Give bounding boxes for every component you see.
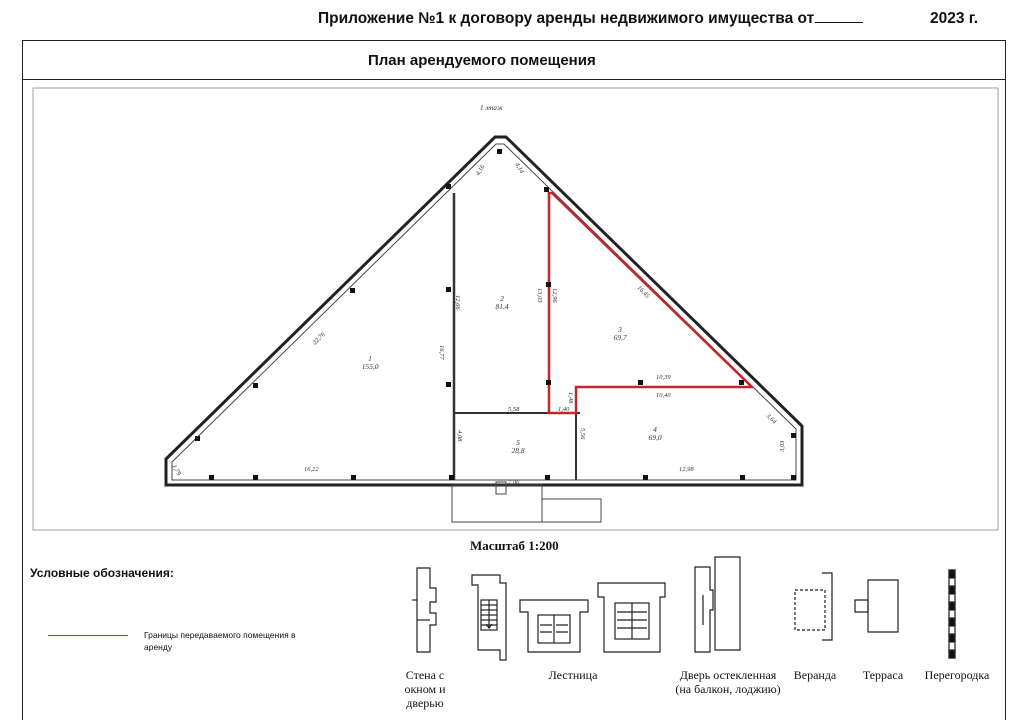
dim-label: 4,16 bbox=[474, 163, 487, 177]
column bbox=[351, 475, 356, 480]
room-4-area: 69,0 bbox=[648, 433, 662, 442]
dim-label: 1,48 bbox=[567, 392, 574, 404]
boundary-legend-text: Границы передаваемого помещения в аренду bbox=[144, 630, 296, 652]
room-1-number: 1 bbox=[368, 354, 372, 363]
column bbox=[253, 475, 258, 480]
column bbox=[545, 475, 550, 480]
room-2-number: 2 bbox=[500, 294, 504, 303]
column bbox=[195, 436, 200, 441]
column bbox=[544, 187, 549, 192]
legend-partition-label: Перегородка bbox=[924, 668, 990, 682]
terrace-icon bbox=[855, 580, 898, 632]
column bbox=[253, 383, 258, 388]
dim-label: 16,77 bbox=[438, 345, 445, 360]
column bbox=[643, 475, 648, 480]
glazed-door-icon bbox=[695, 557, 740, 652]
scale-label: Масштаб 1:200 bbox=[470, 538, 559, 553]
columns bbox=[195, 149, 796, 480]
room-3-area: 69,7 bbox=[613, 333, 627, 342]
drawing-border bbox=[33, 88, 998, 530]
dim-label: 1,40 bbox=[558, 406, 570, 413]
staircase-icon bbox=[598, 583, 665, 652]
column bbox=[638, 380, 643, 385]
column bbox=[740, 475, 745, 480]
dim-label: 16,22 bbox=[304, 466, 319, 473]
column bbox=[446, 184, 451, 189]
column bbox=[546, 380, 551, 385]
legend-terrace-label: Терраса bbox=[862, 668, 904, 682]
dim-label: 12,66 bbox=[454, 295, 461, 310]
room-5-area: 28,8 bbox=[511, 446, 525, 455]
dim-label: 4,08 bbox=[456, 430, 463, 442]
floor-label: 1 этаж bbox=[480, 104, 504, 112]
column bbox=[350, 288, 355, 293]
lease-boundary bbox=[549, 193, 752, 413]
legend-door-label: Дверь остекленная (на балкон, лоджию) bbox=[675, 668, 781, 696]
dim-label: 3,03 bbox=[779, 440, 786, 452]
legend-symbols bbox=[412, 557, 955, 660]
document-title-text: Приложение №1 к договору аренды недвижимого имущества от bbox=[318, 10, 815, 27]
column bbox=[449, 475, 454, 480]
legend-stairs-label: Лестница bbox=[548, 668, 598, 682]
column bbox=[546, 282, 551, 287]
veranda-icon bbox=[795, 573, 832, 640]
building-inner-outline bbox=[172, 144, 796, 480]
dim-label: 22,76 bbox=[311, 331, 327, 347]
legend-title: Условные обозначения: bbox=[30, 566, 174, 580]
column bbox=[791, 475, 796, 480]
room-5-number: 5 bbox=[516, 438, 520, 447]
dim-label: 4,14 bbox=[513, 161, 526, 175]
legend-wall-label: Стена с окном и дверью bbox=[404, 668, 446, 710]
staircase-icon bbox=[520, 600, 588, 652]
document-year: 2023 г. bbox=[930, 10, 978, 27]
column bbox=[739, 380, 744, 385]
dim-label: 16,45 bbox=[635, 284, 651, 300]
dim-label: 12,96 bbox=[551, 288, 558, 303]
dim-label: 7,06 bbox=[508, 479, 520, 486]
column bbox=[791, 433, 796, 438]
column bbox=[209, 475, 214, 480]
room-4-number: 4 bbox=[653, 425, 657, 434]
column bbox=[446, 287, 451, 292]
dim-label: 5,58 bbox=[508, 406, 520, 413]
dim-label: 10,40 bbox=[656, 392, 671, 399]
boundary-legend-line bbox=[48, 635, 128, 636]
dim-label: 10,39 bbox=[656, 374, 671, 381]
partition-icon bbox=[949, 570, 955, 658]
room-2-area: 81,4 bbox=[495, 302, 509, 311]
room-3-number: 3 bbox=[618, 325, 622, 334]
dim-label: 12,98 bbox=[679, 466, 694, 473]
dim-label: 1,79 bbox=[170, 463, 183, 477]
dim-label: 5,56 bbox=[579, 428, 586, 440]
column bbox=[497, 149, 502, 154]
column bbox=[446, 382, 451, 387]
staircase-icon bbox=[472, 575, 506, 660]
legend-veranda-label: Веранда bbox=[793, 668, 837, 682]
building-outline bbox=[166, 137, 802, 485]
entrance-annex-side bbox=[542, 499, 601, 522]
entrance-annex bbox=[452, 485, 542, 522]
dim-label: 13,03 bbox=[536, 288, 543, 303]
plan-title: План арендуемого помещения bbox=[368, 52, 596, 69]
wall-window-door-icon bbox=[412, 568, 436, 652]
room-1-area: 155,0 bbox=[361, 362, 379, 371]
dim-label: 3,64 bbox=[764, 412, 778, 426]
